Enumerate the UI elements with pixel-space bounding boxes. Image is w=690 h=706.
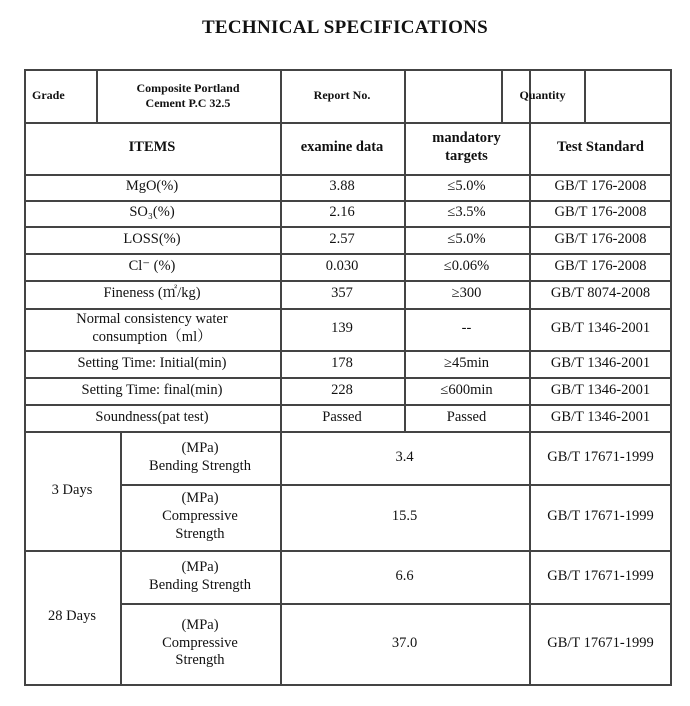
- standard-value: GB/T 17671-1999: [547, 567, 654, 584]
- target-value: ≤600min: [440, 381, 493, 398]
- target-value: ≤3.5%: [447, 204, 486, 221]
- strength-value: 6.6: [395, 567, 414, 584]
- items-header: ITEMS: [128, 139, 176, 156]
- spec-table: [24, 69, 672, 686]
- target-value: Passed: [446, 408, 487, 425]
- item-name: MgO(%): [125, 178, 179, 195]
- strength-test-label: (MPa) Bending Strength: [149, 558, 251, 593]
- target-value: ≤5.0%: [447, 230, 486, 247]
- strength-test-label: (MPa) Bending Strength: [149, 439, 251, 474]
- strength-value: 15.5: [391, 508, 418, 525]
- strength-test-label: (MPa) Compressive Strength: [162, 616, 238, 669]
- standard-value: GB/T 176-2008: [554, 178, 647, 195]
- examine-value: 0.030: [325, 257, 359, 274]
- mandatory-targets-header: mandatory targets: [432, 130, 501, 164]
- examine-value: Passed: [322, 408, 362, 425]
- report-no-value: [404, 69, 501, 122]
- item-name: Setting Time: Initial(min): [77, 354, 227, 371]
- item-name: Cl⁻ (%): [128, 257, 176, 274]
- standard-value: GB/T 1346-2001: [550, 354, 651, 371]
- grade-value: Composite Portland Cement P.C 32.5: [136, 80, 240, 110]
- report-no-label: Report No.: [313, 88, 371, 103]
- target-value: ≤5.0%: [447, 178, 486, 195]
- grade-label: Grade: [32, 88, 65, 103]
- target-value: ≤0.06%: [443, 257, 490, 274]
- item-name: Fineness (㎡/kg): [103, 285, 201, 302]
- standard-value: GB/T 8074-2008: [550, 285, 651, 302]
- standard-value: GB/T 17671-1999: [547, 508, 654, 525]
- strength-test-label: (MPa) Compressive Strength: [162, 490, 238, 542]
- strength-value: 37.0: [391, 634, 418, 651]
- standard-value: GB/T 17671-1999: [547, 634, 654, 651]
- item-name: SO₃(%): [129, 204, 175, 221]
- examine-value: 139: [331, 320, 353, 337]
- examine-value: 2.16: [329, 204, 355, 221]
- examine-value: 357: [331, 285, 353, 302]
- quantity-value: [584, 69, 672, 122]
- item-name: Soundness(pat test): [95, 408, 209, 425]
- examine-value: 178: [331, 354, 353, 371]
- quantity-label: Quantity: [519, 88, 566, 103]
- target-value: --: [461, 320, 472, 337]
- item-name: Setting Time: final(min): [81, 381, 223, 398]
- examine-value: 2.57: [329, 230, 355, 247]
- standard-value: GB/T 1346-2001: [550, 381, 651, 398]
- test-standard-header: Test Standard: [557, 139, 644, 156]
- age-28-days: 28 Days: [48, 608, 96, 624]
- standard-value: GB/T 1346-2001: [550, 320, 651, 337]
- standard-value: GB/T 176-2008: [554, 204, 647, 221]
- target-value: ≥300: [451, 285, 482, 302]
- item-name: LOSS(%): [123, 230, 181, 247]
- standard-value: GB/T 176-2008: [554, 230, 647, 247]
- document-title: TECHNICAL SPECIFICATIONS: [201, 17, 489, 38]
- item-name: Normal consistency water consumption（ml）: [76, 311, 228, 345]
- age-3-days: 3 Days: [51, 482, 93, 498]
- standard-value: GB/T 17671-1999: [547, 448, 654, 465]
- examine-value: 3.88: [329, 178, 355, 195]
- standard-value: GB/T 176-2008: [554, 257, 647, 274]
- examine-data-header: examine data: [300, 139, 384, 156]
- target-value: ≥45min: [443, 354, 489, 371]
- table-border-bottom: [24, 684, 672, 686]
- standard-value: GB/T 1346-2001: [550, 408, 651, 425]
- examine-value: 228: [331, 381, 353, 398]
- strength-value: 3.4: [395, 448, 414, 465]
